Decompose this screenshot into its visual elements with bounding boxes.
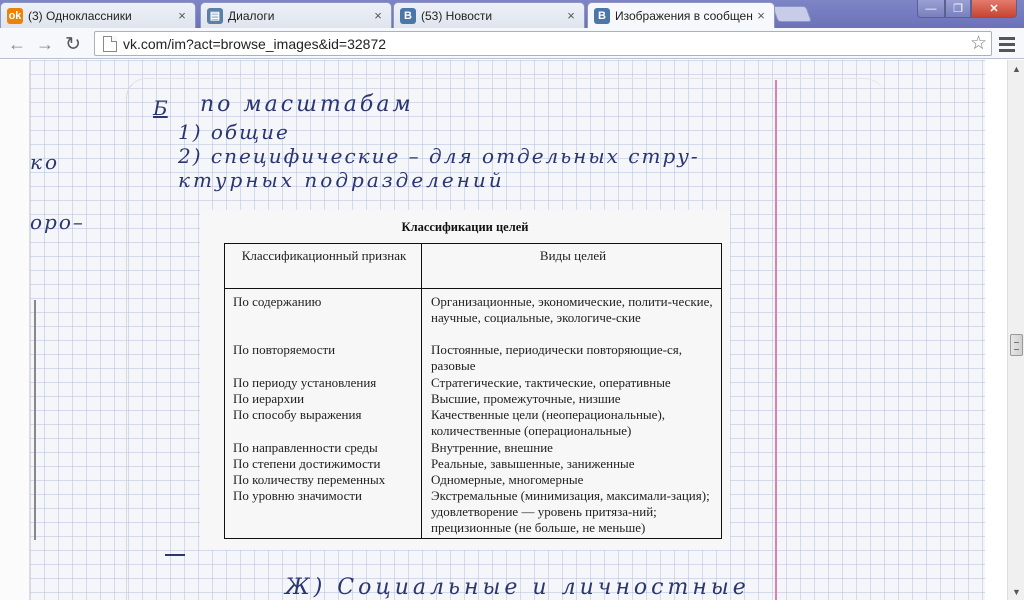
notebook-photo [30,60,985,600]
row-value: Одномерные, многомерные [431,472,584,487]
row-label: По способу выражения [233,407,362,422]
row-label: По уровню значимости [233,488,362,503]
chat-icon: ▤ [207,8,223,24]
row-label: По повторяемости [233,342,336,357]
handwritten-item-2-cont: ктурных подразделений [178,168,505,192]
row-label: По количеству переменных [233,472,386,487]
tab-title: (3) Одноклассники [28,8,132,23]
tab-title: (53) Новости [421,8,493,23]
table-title: Классификации целей [401,220,529,234]
tab-images[interactable] [587,2,775,28]
browser-toolbar [0,28,1024,59]
forward-arrow-icon[interactable]: → [36,33,54,54]
vk-icon: B [594,8,610,24]
header-divider [225,288,721,289]
printed-clipping [200,210,730,550]
handwritten-dash [165,554,185,556]
row-value: Экстремальные (минимизация, максимали-зация); удовлетворение — уровень притяза-ний; прецизионные (не больше, не меньше) [431,488,710,535]
back-arrow-icon[interactable]: ← [8,33,26,54]
bookmark-star-icon[interactable]: ☆ [969,33,987,54]
row-value: Организационные, экономические, полити-ческие, научные, социальные, экологиче-ские [431,294,713,325]
ring-binding [30,300,36,540]
close-icon[interactable]: × [567,8,575,23]
row-value: Качественные цели (неоперациональные), количественные (операциональные) [431,407,666,438]
new-tab-button[interactable] [772,6,812,22]
odnoklassniki-icon: ok [8,9,22,22]
window-close-button[interactable]: ✕ [971,0,1017,18]
tab-odnoklassniki[interactable] [0,2,196,28]
close-icon[interactable]: × [178,8,186,23]
row-value: Постоянные, периодически повторяющие-ся, разовые [431,342,682,373]
tab-dialogs[interactable] [200,2,392,28]
vk-icon: B [400,8,416,24]
title-bar [0,0,1024,28]
tab-news[interactable] [393,2,585,28]
row-value: Внутренние, внешние [431,440,553,455]
handwritten-item-2: 2) специфические – для отдельных стру- [178,144,700,168]
url-text[interactable]: vk.com/im?act=browse_images&id=32872 [123,35,387,52]
restore-button[interactable]: ❐ [945,0,971,18]
vertical-scrollbar[interactable] [1007,60,1024,600]
left-gutter [0,60,30,600]
close-icon[interactable]: × [757,8,765,23]
column-header: Классификационный признак [241,248,407,263]
handwritten-bottom: Ж) Социальные и личностные [285,575,750,600]
row-value: Высшие, промежуточные, низшие [431,391,621,406]
scroll-down-icon[interactable]: ▼ [1012,586,1021,597]
handwritten-fragment: оро– [30,210,85,234]
minimize-button[interactable]: — [917,0,945,18]
column-header: Виды целей [539,248,607,263]
page-icon [103,36,117,52]
scroll-up-icon[interactable]: ▲ [1012,63,1021,74]
tab-title: Изображения в сообщен [615,8,753,23]
row-label: По иерархии [233,391,305,406]
scroll-thumb[interactable] [1010,334,1023,356]
address-bar[interactable] [94,31,992,56]
row-label: По направленности среды [233,440,378,455]
goals-table [224,243,722,539]
row-label: По периоду установления [233,375,377,390]
handwritten-heading: по масштабам [200,92,414,117]
roman-numeral: Б [153,96,168,120]
row-value: Реальные, завышенные, заниженные [431,456,635,471]
row-label: По степени достижимости [233,456,381,471]
page-viewport [0,60,1024,600]
handwritten-fragment: ко [30,150,60,174]
close-icon[interactable]: × [374,8,382,23]
tab-title: Диалоги [228,8,275,23]
menu-icon[interactable] [997,34,1017,54]
margin-line [775,80,777,600]
row-value: Стратегические, тактические, оперативные [431,375,671,390]
handwritten-item-1: 1) общие [178,120,290,144]
reload-icon[interactable]: ↻ [65,33,81,55]
row-label: По содержанию [233,294,322,309]
